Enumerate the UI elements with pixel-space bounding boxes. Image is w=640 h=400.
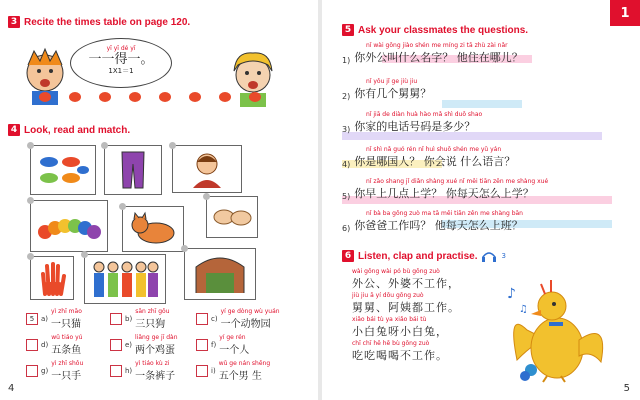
item-letter: i) xyxy=(211,367,216,375)
hand-picture[interactable] xyxy=(30,256,74,300)
rhyme-line xyxy=(352,292,460,315)
speech-bubble xyxy=(70,38,172,88)
section5-number: 5 xyxy=(342,24,354,36)
question-number: 3) xyxy=(342,125,351,134)
flower-icon xyxy=(129,92,141,102)
rhyme-pinyin: xiǎo bái tù ya xiǎo bái tù xyxy=(352,316,427,323)
item-pinyin: yì zhī māo xyxy=(51,308,82,315)
rhyme-pinyin: chī chī hē hē bù gōng zuò xyxy=(352,340,430,347)
question-highlight xyxy=(442,100,522,108)
left-page xyxy=(0,0,318,400)
item-letter: b) xyxy=(125,315,133,323)
item-hanzi: 一个动物园 xyxy=(220,319,271,330)
answer-box[interactable] xyxy=(110,339,122,351)
fish-picture[interactable] xyxy=(30,145,96,195)
question-number: 4) xyxy=(342,160,351,169)
page-number-right: 5 xyxy=(623,383,630,394)
bubble-formula: 1X1＝1 xyxy=(108,67,134,75)
answer-box[interactable]: 5 xyxy=(26,313,38,325)
item-letter: f) xyxy=(211,341,217,349)
item-pinyin: wǔ ge nán shēng xyxy=(218,360,271,367)
svg-text:♪: ♪ xyxy=(507,286,516,302)
section4-number: 4 xyxy=(8,124,20,136)
match-item xyxy=(196,360,270,382)
person-picture[interactable] xyxy=(172,145,242,193)
question-pinyin: nǐ zǎo shang jǐ diǎn shàng xué nǐ měi tiān zěn me shàng xué xyxy=(366,178,549,185)
item-pinyin: yì zhī shǒu xyxy=(51,360,84,367)
svg-text:♫: ♫ xyxy=(519,304,528,315)
item-letter: g) xyxy=(41,367,49,375)
item-hanzi: 一只猫 xyxy=(51,319,82,330)
match-item xyxy=(110,308,170,330)
question-hanzi: 你家的电话号码是多少？ xyxy=(354,120,476,133)
trousers-picture[interactable] xyxy=(104,145,162,195)
bubble-pinyin: yī yī dé yī xyxy=(106,45,136,52)
item-pinyin: wǔ tiáo yú xyxy=(51,334,83,341)
rhyme-hanzi: 舅舅、阿姨都工作。 xyxy=(352,301,460,314)
flower-icon xyxy=(69,92,81,102)
cat-picture[interactable] xyxy=(122,206,184,252)
item-hanzi: 五条鱼 xyxy=(51,345,82,356)
page-number-left: 4 xyxy=(8,383,15,394)
fish-icon xyxy=(35,150,91,190)
section6-number: 6 xyxy=(342,250,354,262)
rhyme-hanzi: 外公、外婆不工作， xyxy=(352,277,460,290)
item-hanzi: 一只手 xyxy=(51,371,82,382)
answer-box[interactable] xyxy=(196,365,208,377)
rhyme-line xyxy=(352,340,448,363)
section6-header xyxy=(342,250,506,262)
item-hanzi: 五个男 生 xyxy=(218,371,262,382)
flower-icon xyxy=(159,92,171,102)
question-2 xyxy=(342,78,431,101)
eggs-picture[interactable] xyxy=(206,196,258,238)
question-number: 6) xyxy=(342,224,351,233)
person-icon xyxy=(189,150,225,188)
match-item xyxy=(26,334,82,356)
section3-header xyxy=(8,16,190,28)
rhyme-pinyin: jiù jiu ā yí dōu gōng zuò xyxy=(352,292,424,299)
audio-track-number: 3 xyxy=(501,252,506,260)
zoo-picture[interactable] xyxy=(184,248,256,300)
match-item xyxy=(196,334,249,356)
rhyme-line xyxy=(352,268,460,291)
singing-bird-illustration xyxy=(497,270,617,385)
item-hanzi: 三只狗 xyxy=(135,319,166,330)
item-letter: h) xyxy=(125,367,133,375)
question-3 xyxy=(342,111,482,134)
headphones-icon[interactable] xyxy=(481,250,497,262)
item-letter: e) xyxy=(125,341,133,349)
match-item xyxy=(110,360,175,382)
flower-icon xyxy=(219,92,231,102)
answer-box[interactable] xyxy=(26,365,38,377)
bubble-hanzi: 一一得一。 xyxy=(88,52,154,67)
match-item xyxy=(110,334,178,356)
rhyme-hanzi: 吃吃喝喝不工作。 xyxy=(352,349,448,362)
question-hanzi: 你爸爸工作吗？ 他每天怎么上班？ xyxy=(354,219,523,232)
question-number: 2) xyxy=(342,92,351,101)
match-item xyxy=(196,308,280,330)
question-hanzi: 你早上几点上学？ 你每天怎么上学？ xyxy=(354,187,534,200)
item-pinyin: yì tiáo kù zi xyxy=(135,360,170,367)
question-6 xyxy=(342,210,523,233)
unit-tab: 1 xyxy=(610,0,640,26)
answer-box[interactable] xyxy=(110,313,122,325)
question-hanzi: 你外公叫什么名字？ 他住在哪儿？ xyxy=(354,51,523,64)
rhyme-pinyin: wài gōng wài pó bù gōng zuò xyxy=(352,268,440,275)
question-hanzi: 你有几个舅舅？ xyxy=(354,87,432,100)
question-5 xyxy=(342,178,548,201)
section6-title: Listen, clap and practise. xyxy=(358,250,478,262)
flower-icon xyxy=(249,92,261,102)
question-pinyin: nǐ shì nǎ guó rén nǐ huì shuō shén me yǔ yán xyxy=(366,146,502,153)
flower-row xyxy=(30,92,270,106)
trousers-icon xyxy=(118,150,148,190)
eggs-icon xyxy=(211,203,253,231)
match-item xyxy=(26,360,83,382)
question-pinyin: nǐ bà ba gōng zuò ma tā měi tiān zěn me shàng bān xyxy=(366,210,523,217)
flower-icon xyxy=(189,92,201,102)
question-pinyin: nǐ yǒu jǐ ge jiù jiu xyxy=(366,78,418,85)
hand-icon xyxy=(37,260,67,296)
match-item xyxy=(26,308,82,330)
question-4 xyxy=(342,146,515,169)
question-pinyin: nǐ wài gōng jiào shén me míng zi tā zhù zài nǎr xyxy=(366,42,508,49)
item-letter: c) xyxy=(211,315,218,323)
rhyme-hanzi: 小白兔呀小白兔， xyxy=(352,325,448,338)
answer-box[interactable] xyxy=(196,313,208,325)
item-pinyin: yí ge rén xyxy=(219,334,246,341)
item-letter: a) xyxy=(41,315,49,323)
children-icon xyxy=(89,259,161,299)
section4-title: Look, read and match. xyxy=(24,124,131,136)
zoo-icon xyxy=(190,253,250,295)
rhyme-line xyxy=(352,316,448,339)
section5-header xyxy=(342,24,528,36)
item-hanzi: 一条裤子 xyxy=(135,371,176,382)
answer-box[interactable] xyxy=(196,339,208,351)
item-hanzi: 两个鸡蛋 xyxy=(135,345,176,356)
section5-title: Ask your classmates the questions. xyxy=(358,24,529,36)
section4-header xyxy=(8,124,130,136)
question-number: 1) xyxy=(342,56,351,65)
item-pinyin: liǎng ge jī dàn xyxy=(135,334,178,341)
children-picture[interactable] xyxy=(84,254,166,304)
caterpillar-icon xyxy=(35,206,103,246)
section3-number: 3 xyxy=(8,16,20,28)
answer-box[interactable] xyxy=(110,365,122,377)
caterpillar-picture[interactable] xyxy=(30,200,108,252)
flower-icon xyxy=(39,92,51,102)
item-pinyin: yí ge dòng wù yuán xyxy=(220,308,280,315)
flower-icon xyxy=(99,92,111,102)
question-hanzi: 你是哪国人？ 你会说 什么语言？ xyxy=(354,155,516,168)
item-pinyin: sān zhī gǒu xyxy=(135,308,170,315)
item-letter: d) xyxy=(41,341,49,349)
item-hanzi: 一个人 xyxy=(219,345,250,356)
section3-title: Recite the times table on page 120. xyxy=(24,16,191,28)
cat-icon xyxy=(128,211,178,247)
right-page xyxy=(322,0,640,400)
answer-box[interactable] xyxy=(26,339,38,351)
question-1 xyxy=(342,42,523,65)
question-pinyin: nǐ jiā de diàn huà hào mǎ shì duō shao xyxy=(366,111,483,118)
question-number: 5) xyxy=(342,192,351,201)
